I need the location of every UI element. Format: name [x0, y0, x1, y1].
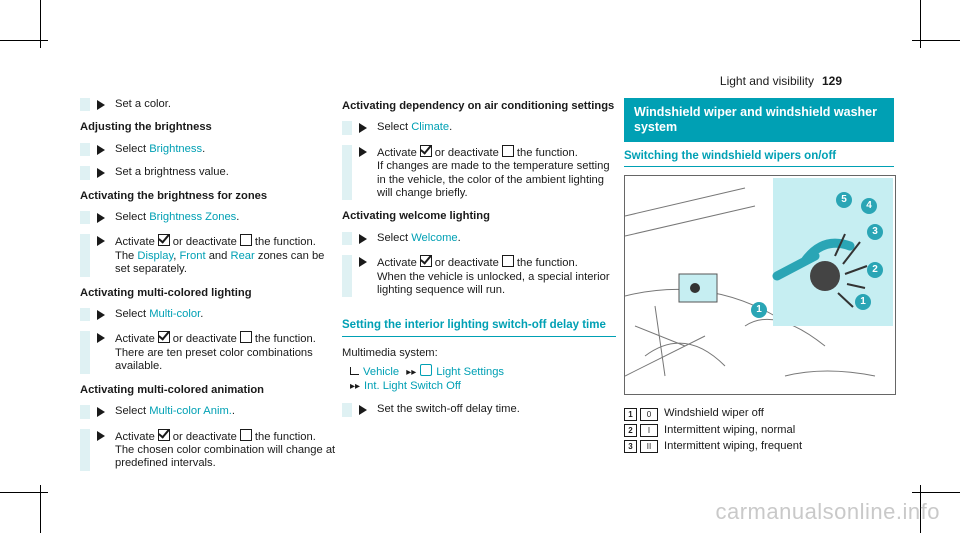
step-text: zones can be set separately.: [115, 249, 325, 276]
checkbox-empty-icon: [240, 331, 252, 343]
legend-text: Intermittent wiping, normal: [664, 423, 796, 436]
step-arrow-icon: [359, 123, 367, 133]
step-arrow-icon: [97, 100, 105, 110]
checkbox-empty-icon: [502, 255, 514, 267]
step-text: The: [115, 249, 135, 262]
step-arrow-icon: [359, 234, 367, 244]
step-bar: [80, 98, 90, 111]
display-link[interactable]: Display: [137, 249, 174, 262]
wiper-illustration: [625, 176, 895, 394]
heading-animation: Activating multi-colored animation: [80, 383, 264, 396]
step-bar: [342, 403, 352, 416]
step-text: Set the switch-off delay time.: [377, 403, 520, 416]
running-header: [720, 74, 842, 88]
step-text: There are ten preset color combinations available.: [115, 346, 313, 373]
punct: .: [236, 211, 240, 224]
heading-brightness: Adjusting the brightness: [80, 121, 212, 134]
step-text: or deactivate: [172, 333, 237, 346]
punct: .: [231, 405, 235, 418]
step-text: or deactivate: [434, 146, 499, 159]
step-bar: [80, 405, 90, 418]
step-text: Activate: [115, 430, 155, 443]
step: [80, 331, 342, 373]
heading-multicolor: Activating multi-colored lighting: [80, 286, 252, 299]
step-text: or deactivate: [434, 257, 499, 270]
step-bar: [80, 331, 90, 373]
step-bar: [80, 143, 90, 156]
step-arrow-icon: [97, 407, 105, 417]
checkbox-checked-icon: [420, 145, 432, 157]
legend-row: [624, 407, 894, 420]
heading-welcome: Activating welcome lighting: [342, 210, 490, 223]
brightness-zones-link[interactable]: Brightness Zones: [149, 211, 237, 224]
callout-3: 3: [867, 224, 883, 240]
step-arrow-icon: [97, 236, 105, 246]
step: [80, 405, 342, 418]
step-bar: [342, 232, 352, 245]
step: [80, 429, 342, 471]
legend-text: Windshield wiper off: [664, 407, 764, 420]
column-left: [80, 98, 342, 481]
legend-key: 3: [624, 440, 637, 453]
step-text: and: [208, 249, 228, 262]
punct: .: [202, 142, 206, 155]
step-text: the function.: [254, 430, 316, 443]
step-bar: [342, 121, 352, 134]
callout-lever-1: 1: [751, 302, 767, 318]
step-arrow-icon: [97, 333, 105, 343]
step-text: The chosen color combination will change at predefined intervals.: [115, 443, 336, 470]
checkbox-empty-icon: [240, 234, 252, 246]
step-text: Select: [115, 405, 147, 418]
step: [80, 234, 342, 276]
checkbox-checked-icon: [158, 429, 170, 441]
step-arrow-icon: [97, 310, 105, 320]
step-text: If changes are made to the temperature setting in the vehicle, the color of the ambient lighting will change briefly.: [377, 160, 610, 200]
step-text: or deactivate: [172, 430, 237, 443]
crop-mark: [912, 492, 960, 493]
step-text: Select: [115, 142, 147, 155]
step-text: Select: [115, 308, 147, 321]
subsection-heading: Switching the windshield wipers on/off: [624, 150, 894, 167]
step-bar: [80, 211, 90, 224]
column-middle: [342, 98, 616, 427]
checkbox-checked-icon: [420, 255, 432, 267]
step-text: Activate: [377, 257, 417, 270]
int-light-switch-off-link[interactable]: Int. Light Switch Off: [364, 379, 461, 392]
step-text: the function.: [516, 257, 578, 270]
path-start-arrow-icon: [350, 367, 359, 375]
callout-2: 2: [867, 262, 883, 278]
brightness-link[interactable]: Brightness: [149, 142, 203, 155]
legend-text: Intermittent wiping, frequent: [664, 440, 803, 453]
legend-symbol: 0: [640, 408, 658, 421]
step-text: Activate: [115, 333, 155, 346]
checkbox-checked-icon: [158, 331, 170, 343]
callout-4: 4: [861, 198, 877, 214]
light-settings-link[interactable]: Light Settings: [436, 366, 505, 379]
section-heading-switchoff: Setting the interior lighting switch-off delay time: [342, 319, 616, 336]
climate-link[interactable]: Climate: [411, 121, 450, 134]
step-bar: [80, 308, 90, 321]
wiper-switch-figure: [624, 175, 896, 395]
step-text: Activate: [115, 236, 155, 249]
step-text: When the vehicle is unlocked, a special interior lighting sequence will run.: [377, 270, 610, 297]
step-arrow-icon: [359, 405, 367, 415]
punct: ,: [173, 249, 177, 262]
checkbox-empty-icon: [240, 429, 252, 441]
step-bar: [80, 234, 90, 276]
step: Select Climate.: [342, 121, 616, 134]
step-text: Select: [377, 231, 409, 244]
figure-legend: [624, 407, 894, 453]
column-right: [624, 98, 894, 457]
step: [80, 143, 342, 156]
step: [80, 166, 342, 179]
heading-zones: Activating the brightness for zones: [80, 189, 268, 202]
watermark: carmanualsonline.info: [715, 499, 940, 524]
step: Select Welcome.: [342, 232, 616, 245]
legend-key: 2: [624, 424, 637, 437]
step-text: the function.: [516, 146, 578, 159]
step: [80, 211, 342, 224]
legend-row: [624, 424, 894, 437]
step-arrow-icon: [97, 145, 105, 155]
step-bar: [342, 145, 352, 201]
crop-mark: [0, 40, 48, 41]
step-arrow-icon: [97, 213, 105, 223]
crop-mark: [0, 492, 48, 493]
double-chevron-icon: ▸▸: [406, 367, 417, 379]
multicolor-anim-link[interactable]: Multi-color Anim.: [149, 405, 232, 418]
step-arrow-icon: [359, 257, 367, 267]
punct: .: [200, 308, 204, 321]
step-text: Select: [115, 211, 147, 224]
multicolor-link[interactable]: Multi-color: [149, 308, 201, 321]
checkbox-empty-icon: [502, 145, 514, 157]
section-title-box: Windshield wiper and windshield washer system: [624, 98, 894, 142]
legend-key: 1: [624, 408, 637, 421]
step: [342, 403, 616, 416]
rear-link[interactable]: Rear: [230, 249, 255, 262]
step-text: Select: [377, 121, 409, 134]
step-arrow-icon: [97, 168, 105, 178]
double-chevron-icon: ▸▸: [350, 380, 361, 392]
step-text: Set a brightness value.: [115, 166, 229, 179]
callout-1: 1: [855, 294, 871, 310]
step-bar: [80, 166, 90, 179]
page-number: 129: [821, 74, 842, 88]
step: [80, 98, 342, 111]
legend-row: [624, 440, 894, 453]
welcome-link[interactable]: Welcome: [411, 231, 458, 244]
vehicle-link[interactable]: Vehicle: [363, 366, 400, 379]
step-bar: [80, 429, 90, 471]
step-arrow-icon: [359, 147, 367, 157]
seat-icon: [420, 364, 432, 376]
multimedia-label: Multimedia system:: [342, 346, 438, 359]
step-text: Activate: [377, 146, 417, 159]
legend-symbol: I: [640, 424, 658, 437]
step-bar: [342, 255, 352, 297]
step: [342, 255, 616, 297]
checkbox-checked-icon: [158, 234, 170, 246]
callout-5: 5: [836, 192, 852, 208]
menu-path: [342, 364, 616, 393]
step-text: the function.: [254, 236, 316, 249]
step: [80, 308, 342, 321]
heading-climate: Activating dependency on air conditioning settings: [342, 100, 615, 112]
legend-symbol: II: [640, 440, 658, 453]
step-text: or deactivate: [172, 236, 237, 249]
step-arrow-icon: [97, 431, 105, 441]
crop-mark: [912, 40, 960, 41]
step: [342, 145, 616, 201]
section-title: Light and visibility: [719, 74, 814, 88]
step-text: the function.: [254, 333, 316, 346]
front-link[interactable]: Front: [179, 249, 206, 262]
step-text: Set a color.: [115, 98, 171, 110]
